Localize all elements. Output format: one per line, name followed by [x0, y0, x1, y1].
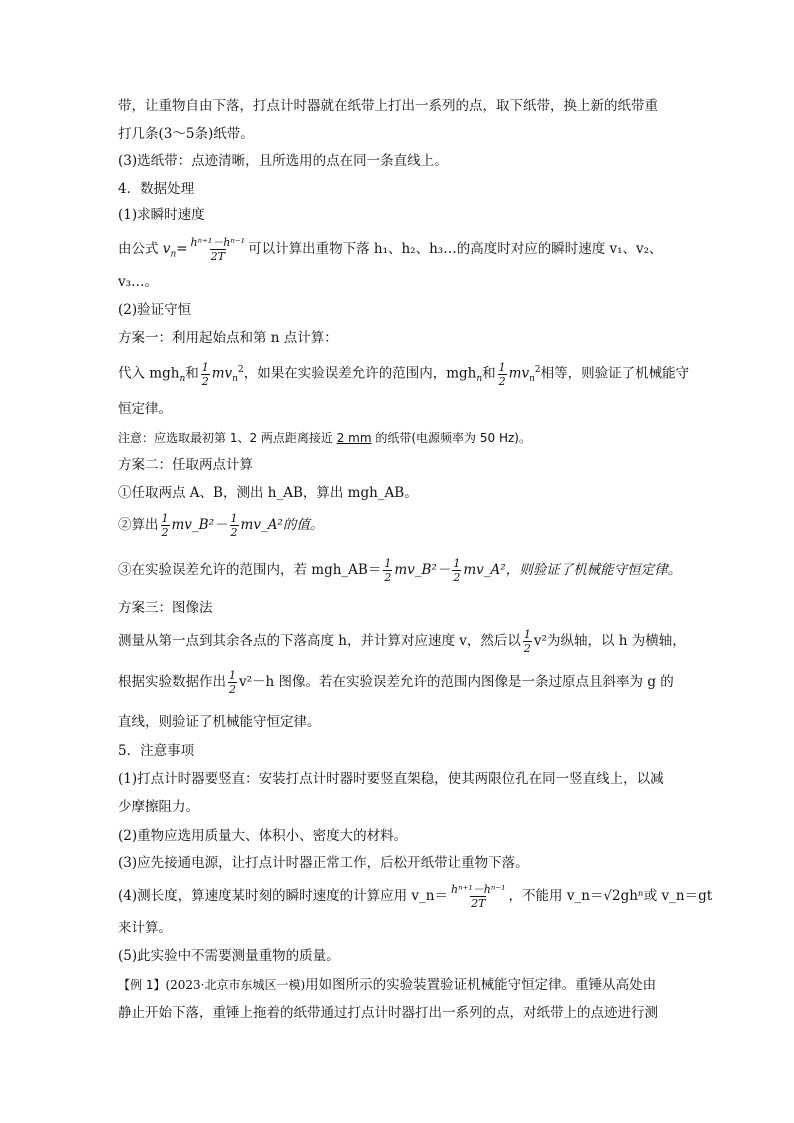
text-line: 少摩擦阻力。 [118, 799, 199, 815]
formula-line: 由公式 $v_n=$ $\frac{\text{hⁿ⁺¹－hⁿ⁻¹}}{2T}$ 可以计算出重物下落 h₁、h₂、h₃…的高度时对应的瞬时速度 v₁、v₂、 [118, 236, 663, 263]
text-line: ①任取两点 A、B，测出 h_AB，算出 mgh_AB。 [118, 485, 418, 501]
text-line: 带，让重物自由下落，打点计时器就在纸带上打出一系列的点，取下纸带，换上新的纸带重 [118, 98, 658, 114]
text-line: 方案一：利用起始点和第 n 点计算： [118, 330, 338, 346]
fraction: $\frac{1}{2}$ [384, 557, 392, 584]
text-line: (3)选纸带：点迹清晰，且所选用的点在同一条直线上。 [118, 153, 448, 169]
text-line: 静止开始下落，重锤上拖着的纸带通过打点计时器打出一系列的点，对纸带上的点迹进行测 [118, 1005, 658, 1021]
example-source: (2023·北京市东城区一模) [165, 978, 306, 992]
subheading: (2)验证守恒 [118, 302, 192, 318]
text-line: v₃…。 [118, 274, 159, 290]
formula-line: ②算出 $\frac{1}{2}$ mv_B²－ $\frac{1}{2}$ mv_A²的值。 [118, 512, 324, 539]
fraction: $\frac{1}{2}$ [161, 512, 169, 539]
example-line: 【例 1】(2023·北京市东城区一模)用如图所示的实验装置验证机械能守恒定律。重锤从高处由 [118, 977, 657, 993]
text-line: 直线，则验证了机械能守恒定律。 [118, 714, 321, 730]
text-line: 方案三：图像法 [118, 600, 213, 616]
text-line: 方案二：任取两点计算 [118, 457, 253, 473]
formula-line: 测量从第一点到其余各点的下落高度 h，并计算对应速度 v，然后以 $\frac{1}{2}$ v²为纵轴，以 h 为横轴， [118, 628, 686, 655]
fraction: $\frac{1}{2}$ [498, 360, 506, 388]
section-heading: 5．注意事项 [118, 743, 195, 759]
fraction: $\frac{1}{2}$ [229, 669, 236, 696]
fraction: $\frac{1}{2}$ [453, 557, 461, 584]
text-line: 来计算。 [118, 920, 172, 936]
text-line: (1)打点计时器要竖直：安装打点计时器时要竖直架稳，使其两限位孔在同一竖直线上，以减 [118, 771, 664, 787]
section-heading: 4．数据处理 [118, 181, 195, 197]
fraction: $\frac{\text{hⁿ⁺¹－hⁿ⁻¹}}{2T}$ [190, 236, 246, 263]
formula-line: 代入 mgh$_n$和 $\frac{1}{2}$ $mv_n^2$，如果在实验误差允许的范围内，mgh$_n$和 $\frac{1}{2}$ $mv_n^2$相等，则验证了机械能守 [118, 360, 690, 388]
text-line: (2)重物应选用质量大、体积小、密度大的材料。 [118, 828, 408, 844]
note-line: 注意：应选取最初第 1、2 两点距离接近 2 mm 的纸带(电源频率为 50 Hz)。 [118, 431, 531, 445]
fraction: $\frac{\text{hⁿ⁺¹－hⁿ⁻¹}}{2T}$ [451, 883, 506, 910]
formula-line: ③在实验误差允许的范围内，若 mgh_AB＝ $\frac{1}{2}$ mv_B²－ $\frac{1}{2}$ mv_A²，则验证了机械能守恒定律。 [118, 557, 682, 584]
example-tag: 【例 1】 [118, 978, 166, 992]
formula-line: (4)测长度，算速度某时刻的瞬时速度的计算应用 v_n＝ $\frac{\text{hⁿ⁺¹－hⁿ⁻¹}}{2T}$ ，不能用 v_n＝√2ghⁿ或 v_n＝gt [118, 883, 713, 910]
fraction: $\frac{1}{2}$ [230, 512, 238, 539]
text-line: 打几条(3～5条)纸带。 [118, 126, 254, 142]
formula-line: 根据实验数据作出 $\frac{1}{2}$ v²－h 图像。若在实验误差允许的范围内图像是一条过原点且斜率为 g 的 [118, 669, 674, 696]
subheading: (1)求瞬时速度 [118, 207, 205, 223]
text-line: (3)应先接通电源，让打点计时器正常工作，后松开纸带让重物下落。 [118, 855, 529, 871]
text-line: (5)此实验中不需要测量重物的质量。 [118, 948, 340, 964]
fraction: $\frac{1}{2}$ [201, 360, 209, 388]
fraction: $\frac{1}{2}$ [523, 628, 531, 655]
text-line: 恒定律。 [118, 401, 172, 417]
